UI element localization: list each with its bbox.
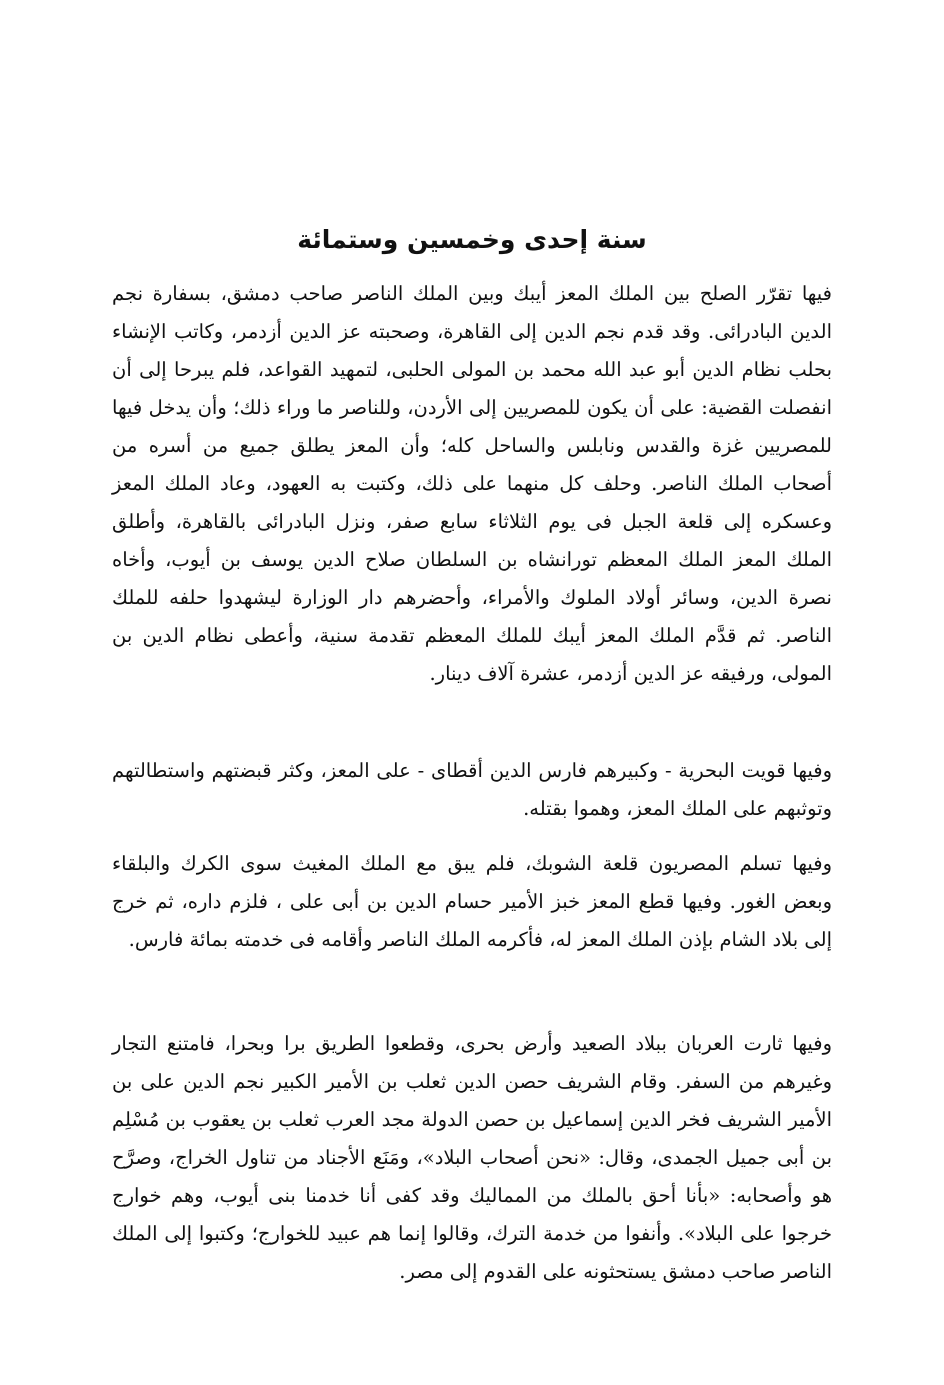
paragraph-peace-treaty: فيها تقرّر الصلح بين الملك المعز أيبك وبين الملك الناصر صاحب دمشق، بسفارة نجم الدين البادرائى. وقد قدم نجم الدين إلى القاهرة، وصحبته عز الدين أزدمر، وكاتب الإنشاء بحلب نظام الدين أبو عبد الله محمد بن المولى الحلبى، لتمهيد القواعد، فلم يبرحا إلى أن انفصلت القضية: على أن يكون للمصريين إلى الأردن، وللناصر ما وراء ذلك؛ وأن يدخل فيها للمصريين غزة والقدس ونابلس والساحل كله؛ وأن المعز يطلق جميع من أسره من أصحاب الملك الناصر. وحلف كل منهما على ذلك، وكتبت به العهود، وعاد الملك المعز وعسكره إلى قلعة الجبل فى يوم الثلاثاء سابع صفر، ونزل البادرائى بالقاهرة، وأطلق الملك المعز الملك المعظم تورانشاه بن السلطان صلاح الدين يوسف بن أيوب، وأخاه نصرة الدين، وسائر أولاد الملوك والأمراء، وأحضرهم دار الوزارة ليشهدوا حلفه للملك الناصر. ثم قدَّم الملك المعز أيبك للملك المعظم تقدمة سنية، وأعطى نظام الدين بن المولى، ورفيقه عز الدين أزدمر، عشرة آلاف دينار.: [112, 282, 832, 685]
paragraph-arab-revolt: وفيها ثارت العربان ببلاد الصعيد وأرض بحرى، وقطعوا الطريق برا وبحرا، فامتنع التجار وغيرهم من السفر. وقام الشريف حصن الدين ثعلب بن الأمير الكبير نجم الدين على بن الأمير الشريف فخر الدين إسماعيل بن حصن الدولة مجد العرب ثعلب بن يعقوب بن مُسْلِم بن أبى جميل الجمدى، وقال: «نحن أصحاب البلاد»، ومَنَع الأجناد من تناول الخراج، وصرَّح هو وأصحابه: «بأنا أحق بالملك من المماليك وقد كفى أنا خدمنا بنى أيوب، وهم خوارج خرجوا على البلاد». وأنفوا من خدمة الترك، وقالوا إنما هم عبيد للخوارج؛ وكتبوا إلى الملك الناصر صاحب دمشق يستحثونه على القدوم إلى مصر.: [112, 1032, 832, 1283]
chapter-heading: سنة إحدى وخمسين وستمائة: [297, 225, 647, 254]
paragraph-bahriyya: وفيها قويت البحرية - وكبيرهم فارس الدين أقطاى - على المعز، وكثر قبضتهم واستطالتهم وتوثبهم على الملك المعز، وهموا بقتله.: [112, 759, 832, 820]
paragraph-shawbak: وفيها تسلم المصريون قلعة الشوبك، فلم يبق مع الملك المغيث سوى الكرك والبلقاء وبعض الغور. وفيها قطع المعز خبز الأمير حسام الدين بن أبى على ، فلزم داره، ثم خرج إلى بلاد الشام بإذن الملك المعز له، فأكرمه الملك الناصر وأقامه فى خدمته بمائة فارس.: [112, 852, 832, 951]
